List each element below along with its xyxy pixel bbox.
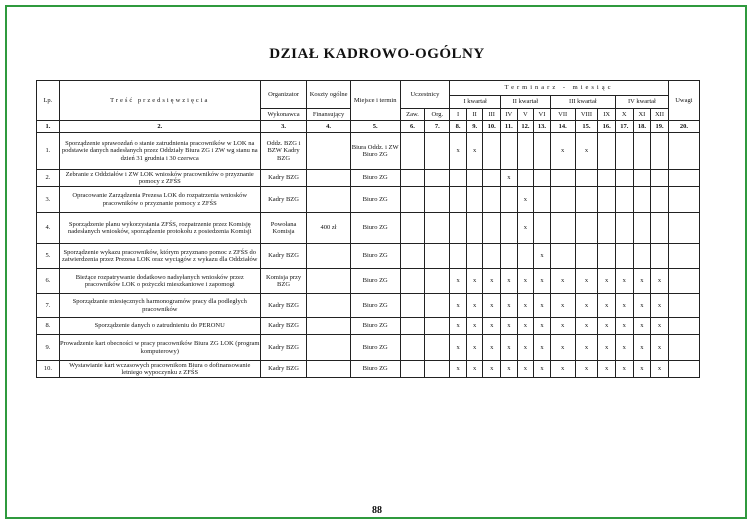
column-number: 18. [633,121,651,133]
month-cell: x [534,361,551,378]
month-cell: x [615,294,633,318]
month-cell: x [450,133,467,170]
column-number: 12. [517,121,534,133]
month-cell [598,244,616,269]
month-cell: x [534,318,551,335]
schedule-table [36,80,700,378]
header-month: IV [501,109,518,121]
header-lp: Lp. [37,81,60,121]
row-zaw [400,294,425,318]
row-place: Biura Oddz. i ZW Biuro ZG [350,133,400,170]
month-cell [501,244,518,269]
header-month: VI [534,109,551,121]
month-cell [466,244,483,269]
row-description: Zebranie z Oddziałów i ZW LOK wniosków pracowników o przyznanie pomocy z ZFŚS [59,170,260,187]
header-kwartal-3: III kwartał [550,96,615,109]
month-cell [615,170,633,187]
month-cell: x [651,294,669,318]
row-lp: 1. [37,133,60,170]
month-cell [633,170,651,187]
row-org-participants [425,361,450,378]
month-cell [466,170,483,187]
header-org: Org. [425,109,450,121]
row-zaw [400,318,425,335]
month-cell [483,133,501,170]
month-cell: x [483,269,501,294]
table-row [37,244,700,269]
column-number: 13. [534,121,551,133]
month-cell [575,213,598,244]
month-cell: x [633,294,651,318]
row-lp: 4. [37,213,60,244]
month-cell [633,244,651,269]
row-cost [307,361,351,378]
month-cell [575,187,598,213]
row-organizer: Kadry BZG [260,294,307,318]
month-cell: x [450,361,467,378]
column-number: 16. [598,121,616,133]
table-row [37,133,700,170]
header-month: VII [550,109,575,121]
month-cell [633,187,651,213]
month-cell [483,244,501,269]
column-number: 19. [651,121,669,133]
page-number: 88 [372,505,382,516]
month-cell: x [483,361,501,378]
row-organizer: Kadry BZG [260,244,307,269]
month-cell [575,244,598,269]
header-month: II [466,109,483,121]
header-kwartal-1: I kwartał [450,96,501,109]
month-cell [534,187,551,213]
month-cell: x [517,294,534,318]
row-lp: 7. [37,294,60,318]
month-cell: x [575,133,598,170]
month-cell: x [651,335,669,361]
row-org-participants [425,170,450,187]
month-cell: x [501,335,518,361]
header-koszty: Koszty ogólne [307,81,351,109]
column-number: 7. [425,121,450,133]
row-notes [668,170,699,187]
month-cell: x [534,294,551,318]
month-cell [483,187,501,213]
month-cell: x [598,294,616,318]
month-cell [598,133,616,170]
row-cost [307,335,351,361]
column-number: 2. [59,121,260,133]
row-notes [668,213,699,244]
row-notes [668,133,699,170]
row-description: Sporządzenie wykazu pracowników, którym przyznano pomoc z ZFŚS do zatwierdzenia przez Prezesa LOK oraz wyciągów z wykazu dla Oddziałów [59,244,260,269]
month-cell [550,213,575,244]
row-lp: 8. [37,318,60,335]
month-cell [450,213,467,244]
month-cell [534,133,551,170]
row-organizer: Powołana Komisja [260,213,307,244]
row-notes [668,335,699,361]
month-cell [615,213,633,244]
header-kwartal-2: II kwartał [501,96,551,109]
column-number: 10. [483,121,501,133]
month-cell: x [550,133,575,170]
header-miejsce: Miejsce i termin [350,81,400,121]
row-place: Biuro ZG [350,361,400,378]
month-cell [450,187,467,213]
row-notes [668,318,699,335]
header-organizator: Organizator [260,81,307,109]
month-cell: x [633,269,651,294]
month-cell: x [651,361,669,378]
month-cell: x [466,335,483,361]
column-number: 1. [37,121,60,133]
row-cost [307,318,351,335]
header-uwagi: Uwagi [668,81,699,121]
row-lp: 3. [37,187,60,213]
month-cell: x [501,361,518,378]
header-month: I [450,109,467,121]
row-organizer: Kadry BZG [260,361,307,378]
month-cell: x [466,361,483,378]
header-finansujacy: Finansujący [307,109,351,121]
row-org-participants [425,187,450,213]
column-number: 17. [615,121,633,133]
month-cell: x [550,318,575,335]
table-row [37,170,700,187]
row-description: Wystawianie kart wczasowych pracownikom Biura o dofinansowanie letniego wypoczynku z ZFŚS [59,361,260,378]
month-cell [651,187,669,213]
header-month: XI [633,109,651,121]
month-cell: x [466,133,483,170]
header-month: VIII [575,109,598,121]
table-row [37,318,700,335]
month-cell: x [483,335,501,361]
month-cell [450,170,467,187]
month-cell: x [615,361,633,378]
month-cell: x [534,244,551,269]
column-number: 15. [575,121,598,133]
month-cell: x [450,294,467,318]
row-cost [307,244,351,269]
row-lp: 10. [37,361,60,378]
row-cost [307,294,351,318]
row-zaw [400,213,425,244]
column-number: 4. [307,121,351,133]
month-cell: x [598,335,616,361]
month-cell: x [517,269,534,294]
month-cell [466,213,483,244]
header-zaw: Zaw. [400,109,425,121]
month-cell: x [633,361,651,378]
table-row [37,361,700,378]
header-kwartal-4: IV kwartał [615,96,668,109]
row-description: Opracowanie Zarządzenia Prezesa LOK do rozpatrzenia wniosków pracowników o przyznanie pomocy z ZFŚS [59,187,260,213]
month-cell: x [450,269,467,294]
month-cell [615,187,633,213]
row-notes [668,269,699,294]
row-notes [668,244,699,269]
row-notes [668,361,699,378]
row-cost [307,187,351,213]
row-lp: 6. [37,269,60,294]
month-cell [483,213,501,244]
row-organizer: Oddz. BZG i BZW Kadry BZG [260,133,307,170]
month-cell [483,170,501,187]
row-notes [668,294,699,318]
row-organizer: Komisja przy BZG [260,269,307,294]
month-cell: x [517,187,534,213]
page-title: DZIAŁ KADROWO-OGÓLNY [269,46,485,62]
month-cell [501,133,518,170]
month-cell [501,187,518,213]
row-description: Prowadzenie kart obecności w pracy pracowników Biura ZG LOK (program komputerowy) [59,335,260,361]
month-cell [550,244,575,269]
row-org-participants [425,133,450,170]
month-cell: x [534,269,551,294]
row-zaw [400,133,425,170]
table-row [37,335,700,361]
row-org-participants [425,213,450,244]
row-zaw [400,269,425,294]
column-number: 8. [450,121,467,133]
month-cell: x [633,318,651,335]
row-cost [307,269,351,294]
row-description: Sporządzanie miesięcznych harmonogramów pracy dla podległych pracowników [59,294,260,318]
table-row [37,187,700,213]
month-cell: x [575,294,598,318]
month-cell: x [534,335,551,361]
month-cell [651,133,669,170]
month-cell: x [550,361,575,378]
row-place: Biuro ZG [350,187,400,213]
month-cell: x [483,294,501,318]
row-organizer: Kadry BZG [260,318,307,335]
column-number: 6. [400,121,425,133]
month-cell [501,213,518,244]
row-zaw [400,187,425,213]
row-place: Biuro ZG [350,244,400,269]
column-number-row [37,121,700,133]
month-cell [575,170,598,187]
row-place: Biuro ZG [350,269,400,294]
month-cell: x [575,361,598,378]
month-cell [466,187,483,213]
month-cell: x [517,213,534,244]
month-cell: x [598,361,616,378]
row-cost: 400 zł [307,213,351,244]
month-cell: x [501,294,518,318]
month-cell: x [598,318,616,335]
month-cell [633,133,651,170]
row-place: Biuro ZG [350,213,400,244]
month-cell: x [517,335,534,361]
month-cell: x [651,318,669,335]
month-cell: x [575,269,598,294]
row-org-participants [425,335,450,361]
column-number: 5. [350,121,400,133]
month-cell [651,244,669,269]
month-cell [534,213,551,244]
month-cell: x [550,294,575,318]
month-cell: x [615,335,633,361]
row-org-participants [425,318,450,335]
month-cell [598,170,616,187]
row-description: Sporządzenie sprawozdań o stanie zatrudnienia pracowników w LOK na podstawie danych nadesłanych przez Oddziały Biura ZG i ZW wg stanu na dzień 31 grudnia i 30 czerwca [59,133,260,170]
month-cell [615,244,633,269]
row-lp: 5. [37,244,60,269]
row-place: Biuro ZG [350,170,400,187]
month-cell: x [483,318,501,335]
row-cost [307,133,351,170]
month-cell [450,244,467,269]
row-organizer: Kadry BZG [260,335,307,361]
month-cell: x [466,318,483,335]
month-cell: x [501,318,518,335]
column-number: 11. [501,121,518,133]
row-cost [307,170,351,187]
month-cell: x [651,269,669,294]
month-cell [651,170,669,187]
table-row [37,269,700,294]
month-cell [550,187,575,213]
month-cell [615,133,633,170]
month-cell: x [450,335,467,361]
header-wykonawca: Wykonawca [260,109,307,121]
month-cell: x [615,269,633,294]
row-organizer: Kadry BZG [260,187,307,213]
month-cell: x [501,170,518,187]
row-org-participants [425,244,450,269]
header-month: X [615,109,633,121]
month-cell: x [517,318,534,335]
month-cell: x [466,294,483,318]
month-cell: x [575,318,598,335]
row-zaw [400,335,425,361]
row-place: Biuro ZG [350,335,400,361]
table-row [37,294,700,318]
month-cell [517,244,534,269]
row-zaw [400,244,425,269]
header-month: XII [651,109,669,121]
row-lp: 9. [37,335,60,361]
header-uczestnicy: Uczestnicy [400,81,450,109]
month-cell [651,213,669,244]
header-tresc: Treść przedsięwzięcia [59,81,260,121]
header-month: V [517,109,534,121]
column-number: 14. [550,121,575,133]
row-description: Bieżące rozpatrywanie dodatkowo nadsyłanych wniosków przez pracowników LOK o pożyczki mieszkaniowe i zapomogi [59,269,260,294]
row-organizer: Kadry BZG [260,170,307,187]
month-cell [598,213,616,244]
header-terminarz: Terminarz - miesiąc [450,81,669,96]
month-cell [517,170,534,187]
month-cell [598,187,616,213]
row-notes [668,187,699,213]
month-cell: x [450,318,467,335]
month-cell [550,170,575,187]
month-cell [517,133,534,170]
header-month: III [483,109,501,121]
column-number: 20. [668,121,699,133]
row-zaw [400,361,425,378]
column-number: 3. [260,121,307,133]
row-description: Sporządzenie danych o zatrudnieniu do PERONU [59,318,260,335]
month-cell: x [501,269,518,294]
row-org-participants [425,269,450,294]
row-lp: 2. [37,170,60,187]
month-cell: x [615,318,633,335]
header-month: IX [598,109,616,121]
row-org-participants [425,294,450,318]
month-cell: x [550,335,575,361]
row-place: Biuro ZG [350,294,400,318]
month-cell: x [517,361,534,378]
row-zaw [400,170,425,187]
column-number: 9. [466,121,483,133]
month-cell: x [633,335,651,361]
month-cell [633,213,651,244]
month-cell: x [575,335,598,361]
month-cell: x [550,269,575,294]
row-place: Biuro ZG [350,318,400,335]
row-description: Sporządzenie planu wykorzystania ZFŚS, rozpatrzenie przez Komisję nadesłanych wniosków, sporządzenie protokołu z posiedzenia Komisji [59,213,260,244]
table-row [37,213,700,244]
month-cell: x [466,269,483,294]
month-cell [534,170,551,187]
month-cell: x [598,269,616,294]
